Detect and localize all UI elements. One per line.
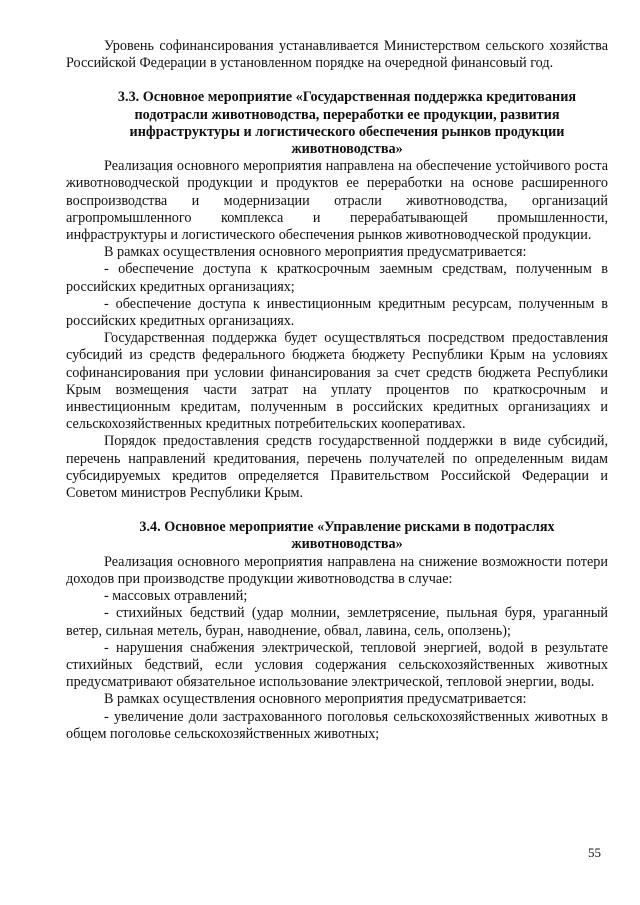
section-3-4-paragraph: В рамках осуществления основного мероприятия предусматривается: (104, 691, 527, 708)
page-number: 55 (588, 845, 601, 860)
section-3-4-paragraph: Реализация основного мероприятия направлена на снижение возможности потери доходов при производстве продукции животноводства в случае: (66, 553, 608, 587)
section-3-4-list-item: - увеличение доли застрахованного поголовья сельскохозяйственных животных в общем поголовье сельскохозяйственных животных; (66, 708, 608, 742)
spacer (66, 72, 608, 89)
section-3-3-paragraph: Порядок предоставления средств государственной поддержки в виде субсидий, перечень направлений кредитования, перечень получателей по определенным видам субсидируемых кредитов определяется Правительством Российской Федерации и Советом министров Республики Крым. (66, 433, 608, 502)
section-3-3-list-item: - обеспечение доступа к краткосрочным заемным средствам, полученным в российских кредитных организациях; (66, 261, 608, 295)
section-3-3-paragraph: Государственная поддержка будет осуществляться посредством предоставления субсидий из средств федерального бюджета бюджету Республики Крым на условиях софинансирования при условии финансирования за счет средств бюджета Республики Крым возмещения части затрат на уплату процентов по краткосрочным и инвестиционным кредитам, полученным в российских кредитных организациях и сельскохозяйственных кредитных потребительских кооперативах. (66, 330, 608, 433)
section-3-3-paragraph: В рамках осуществления основного мероприятия предусматривается: (104, 244, 527, 261)
page-content (66, 38, 608, 743)
section-3-3-list-item: - обеспечение доступа к инвестиционным кредитным ресурсам, полученным в российских кредитных организациях. (66, 295, 608, 330)
section-3-4-heading: 3.4. Основное мероприятие «Управление рисками в подотраслях животноводства» (139, 519, 555, 553)
section-3-4-list-item: - нарушения снабжения электрической, тепловой энергией, водой в результате стихийных бедствий, если условия содержания сельскохозяйственных животных предусматривают обязательное использование электрической, тепловой энергии, воды. (66, 639, 608, 691)
spacer (66, 502, 608, 519)
paragraph-cofinancing: Уровень софинансирования устанавливается Министерством сельского хозяйства Российской Федерации в установленном порядке на очередной финансовый год. (66, 38, 608, 72)
section-3-4-list-item: - стихийных бедствий (удар молнии, землетрясение, пыльная буря, ураганный ветер, сильная метель, буран, наводнение, обвал, лавина, сель, оползень); (66, 605, 608, 639)
section-3-4-list-item: - массовых отравлений; (104, 588, 248, 605)
section-3-3-paragraph: Реализация основного мероприятия направлена на обеспечение устойчивого роста животноводческой продукции и продуктов ее переработки на основе расширенного воспроизводства и модернизации отрасли животноводства, организаций агропромышленного комплекса и перерабатывающей промышленности, инфраструктуры и логистического обеспечения рынков животноводческой продукции. (66, 158, 608, 244)
section-3-3-heading: 3.3. Основное мероприятие «Государственная поддержка кредитования подотрасли животноводства, переработки ее продукции, развития инфраструктуры и логистического обеспечения рынков продукции животноводства» (117, 89, 577, 158)
